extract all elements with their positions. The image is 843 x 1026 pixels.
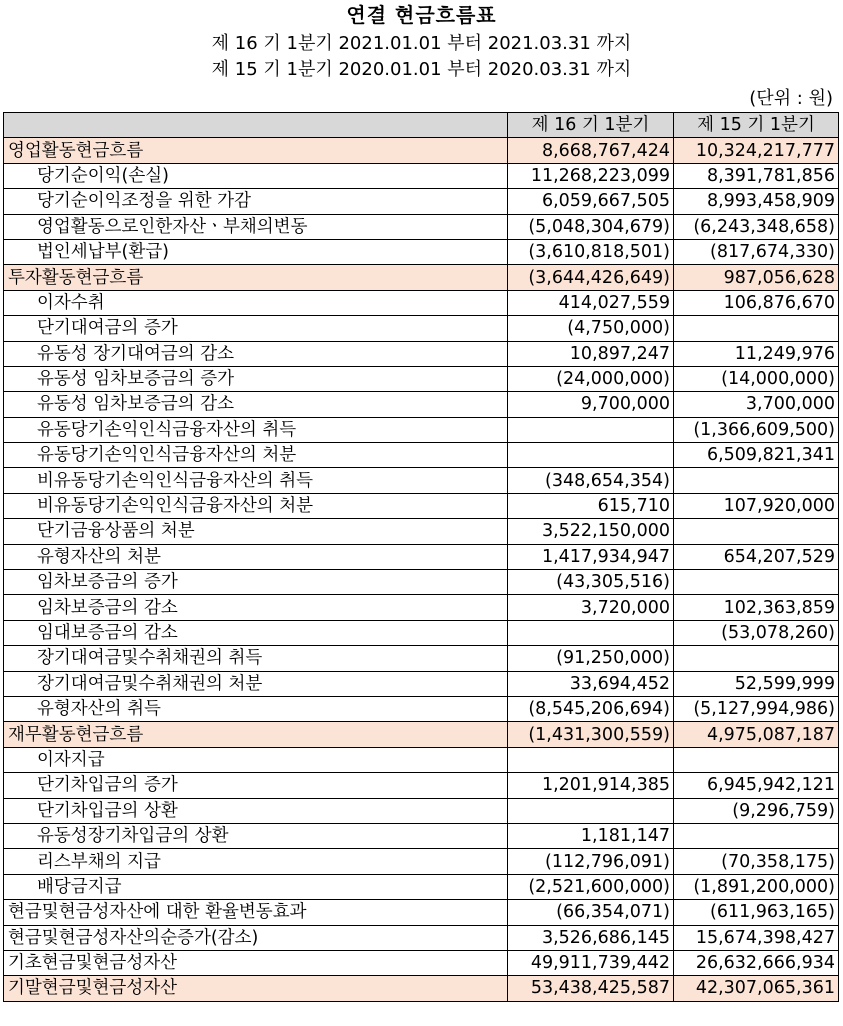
table-row: [4, 214, 839, 239]
row-label: 유형자산의 처분: [4, 544, 508, 569]
row-label: 당기순이익(손실): [4, 163, 508, 188]
table-row: [4, 163, 839, 188]
table-row: [4, 798, 839, 823]
cash-flow-table: [3, 112, 839, 1002]
header-cell-prior: 제 15 기 1분기: [674, 113, 839, 138]
value-current: (2,521,600,000): [508, 874, 674, 899]
value-current: [508, 747, 674, 772]
value-current: (5,048,304,679): [508, 214, 674, 239]
value-prior: 102,363,859: [674, 595, 839, 620]
value-current: 33,694,452: [508, 671, 674, 696]
value-prior: (14,000,000): [674, 366, 839, 391]
row-label: 단기금융상품의 처분: [4, 519, 508, 544]
table-row: [4, 189, 839, 214]
value-current: (43,305,516): [508, 570, 674, 595]
value-prior: [674, 468, 839, 493]
header-cell-current: 제 16 기 1분기: [508, 113, 674, 138]
value-prior: 6,509,821,341: [674, 443, 839, 468]
table-row: [4, 925, 839, 950]
table-row: [4, 265, 839, 290]
value-current: (348,654,354): [508, 468, 674, 493]
value-current: [508, 443, 674, 468]
value-prior: 11,249,976: [674, 341, 839, 366]
value-prior: [674, 570, 839, 595]
value-prior: [674, 823, 839, 848]
table-row: [4, 823, 839, 848]
table-row: [4, 620, 839, 645]
table-row: [4, 290, 839, 315]
value-current: 49,911,739,442: [508, 950, 674, 975]
value-current: [508, 798, 674, 823]
row-label: 비유동당기손익인식금융자산의 처분: [4, 493, 508, 518]
row-label: 이자수취: [4, 290, 508, 315]
value-prior: [674, 519, 839, 544]
value-current: (66,354,071): [508, 900, 674, 925]
value-prior: 8,993,458,909: [674, 189, 839, 214]
row-label: 장기대여금및수취채권의 취득: [4, 646, 508, 671]
value-current: [508, 620, 674, 645]
value-current: (3,644,426,649): [508, 265, 674, 290]
row-label: 배당금지급: [4, 874, 508, 899]
value-prior: 987,056,628: [674, 265, 839, 290]
table-row: [4, 696, 839, 721]
value-prior: 52,599,999: [674, 671, 839, 696]
value-current: 10,897,247: [508, 341, 674, 366]
unit-label: (단위 : 원): [749, 88, 833, 109]
value-current: (91,250,000): [508, 646, 674, 671]
table-row: [4, 366, 839, 391]
value-current: 3,720,000: [508, 595, 674, 620]
value-prior: 4,975,087,187: [674, 722, 839, 747]
table-row: [4, 519, 839, 544]
value-current: 1,417,934,947: [508, 544, 674, 569]
table-row: [4, 646, 839, 671]
row-label: 단기차입금의 상환: [4, 798, 508, 823]
value-current: 11,268,223,099: [508, 163, 674, 188]
value-prior: (9,296,759): [674, 798, 839, 823]
value-prior: (6,243,348,658): [674, 214, 839, 239]
value-current: 1,201,914,385: [508, 773, 674, 798]
table-row: [4, 671, 839, 696]
table-row: [4, 417, 839, 442]
row-label: 장기대여금및수취채권의 처분: [4, 671, 508, 696]
table-row: [4, 468, 839, 493]
table-row: [4, 443, 839, 468]
value-current: 1,181,147: [508, 823, 674, 848]
row-label: 리스부채의 지급: [4, 849, 508, 874]
value-current: (1,431,300,559): [508, 722, 674, 747]
row-label: 이자지급: [4, 747, 508, 772]
row-label: 유동성장기차입금의 상환: [4, 823, 508, 848]
table-row: [4, 849, 839, 874]
header-cell-label: [4, 113, 508, 138]
value-prior: (1,891,200,000): [674, 874, 839, 899]
value-prior: (5,127,994,986): [674, 696, 839, 721]
value-prior: (53,078,260): [674, 620, 839, 645]
value-prior: 6,945,942,121: [674, 773, 839, 798]
row-label: 영업활동현금흐름: [4, 138, 508, 163]
table-row: [4, 595, 839, 620]
table-row: [4, 976, 839, 1001]
value-current: (8,545,206,694): [508, 696, 674, 721]
table-row: [4, 570, 839, 595]
table-row: [4, 392, 839, 417]
value-prior: 3,700,000: [674, 392, 839, 417]
table-row: [4, 874, 839, 899]
row-label: 유동당기손익인식금융자산의 처분: [4, 443, 508, 468]
value-current: 615,710: [508, 493, 674, 518]
row-label: 유동성 장기대여금의 감소: [4, 341, 508, 366]
value-prior: 42,307,065,361: [674, 976, 839, 1001]
row-label: 법인세납부(환급): [4, 239, 508, 264]
value-current: 9,700,000: [508, 392, 674, 417]
row-label: 재무활동현금흐름: [4, 722, 508, 747]
row-label: 유형자산의 취득: [4, 696, 508, 721]
table-row: [4, 773, 839, 798]
row-label: 기말현금및현금성자산: [4, 976, 508, 1001]
value-current: 3,522,150,000: [508, 519, 674, 544]
table-header-row: [4, 113, 839, 138]
table-row: [4, 544, 839, 569]
table-row: [4, 950, 839, 975]
row-label: 투자활동현금흐름: [4, 265, 508, 290]
value-current: 414,027,559: [508, 290, 674, 315]
row-label: 기초현금및현금성자산: [4, 950, 508, 975]
value-prior: 654,207,529: [674, 544, 839, 569]
table-row: [4, 493, 839, 518]
value-current: (3,610,818,501): [508, 239, 674, 264]
row-label: 영업활동으로인한자산ㆍ부채의변동: [4, 214, 508, 239]
row-label: 유동당기손익인식금융자산의 취득: [4, 417, 508, 442]
value-current: (112,796,091): [508, 849, 674, 874]
value-prior: 15,674,398,427: [674, 925, 839, 950]
row-label: 유동성 임차보증금의 증가: [4, 366, 508, 391]
table-row: [4, 341, 839, 366]
table-row: [4, 239, 839, 264]
value-prior: 8,391,781,856: [674, 163, 839, 188]
value-prior: (1,366,609,500): [674, 417, 839, 442]
row-label: 유동성 임차보증금의 감소: [4, 392, 508, 417]
value-prior: [674, 747, 839, 772]
value-prior: [674, 646, 839, 671]
period-prior: 제 15 기 1분기 2020.01.01 부터 2020.03.31 까지: [211, 59, 632, 80]
row-label: 현금및현금성자산의순증가(감소): [4, 925, 508, 950]
value-current: (24,000,000): [508, 366, 674, 391]
value-prior: 26,632,666,934: [674, 950, 839, 975]
table-row: [4, 138, 839, 163]
row-label: 임차보증금의 증가: [4, 570, 508, 595]
value-prior: 10,324,217,777: [674, 138, 839, 163]
value-current: (4,750,000): [508, 316, 674, 341]
row-label: 임차보증금의 감소: [4, 595, 508, 620]
value-prior: 107,920,000: [674, 493, 839, 518]
value-current: 6,059,667,505: [508, 189, 674, 214]
value-current: [508, 417, 674, 442]
table-row: [4, 722, 839, 747]
row-label: 임대보증금의 감소: [4, 620, 508, 645]
value-current: 53,438,425,587: [508, 976, 674, 1001]
row-label: 단기차입금의 증가: [4, 773, 508, 798]
period-current: 제 16 기 1분기 2021.01.01 부터 2021.03.31 까지: [211, 33, 632, 54]
value-prior: 106,876,670: [674, 290, 839, 315]
table-row: [4, 316, 839, 341]
table-row: [4, 900, 839, 925]
value-current: 8,668,767,424: [508, 138, 674, 163]
row-label: 단기대여금의 증가: [4, 316, 508, 341]
value-prior: [674, 316, 839, 341]
row-label: 당기순이익조정을 위한 가감: [4, 189, 508, 214]
value-current: 3,526,686,145: [508, 925, 674, 950]
row-label: 현금및현금성자산에 대한 환율변동효과: [4, 900, 508, 925]
value-prior: (817,674,330): [674, 239, 839, 264]
table-row: [4, 747, 839, 772]
statement-title: 연결 현금흐름표: [346, 3, 497, 27]
row-label: 비유동당기손익인식금융자산의 취득: [4, 468, 508, 493]
value-prior: (611,963,165): [674, 900, 839, 925]
value-prior: (70,358,175): [674, 849, 839, 874]
